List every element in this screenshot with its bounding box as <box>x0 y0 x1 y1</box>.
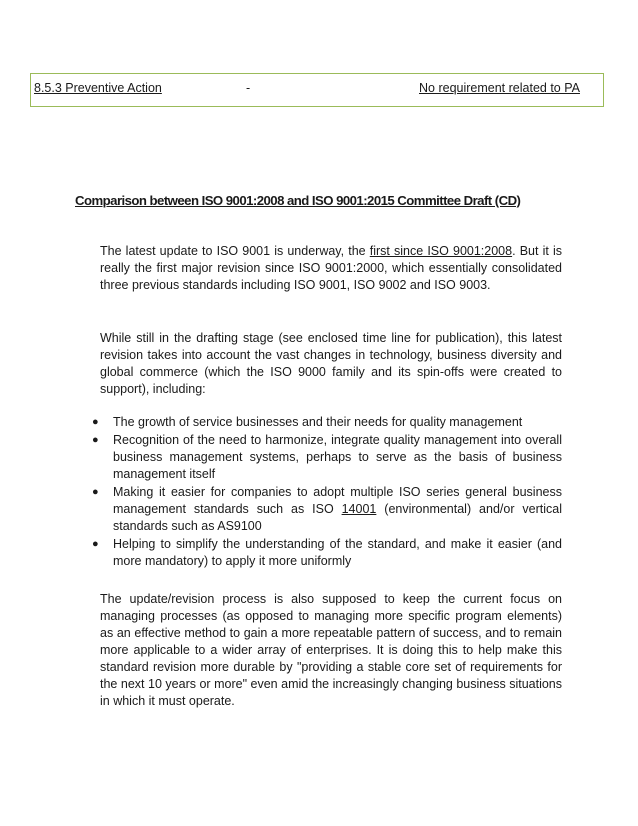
list-item <box>92 432 562 483</box>
bullet-text: The growth of service businesses and their needs for quality management <box>113 415 523 429</box>
first-since-link[interactable]: first since ISO 9001:2008 <box>369 244 513 258</box>
paragraph-intro <box>100 243 562 294</box>
changes-list <box>92 414 562 571</box>
bullet-icon: ● <box>92 416 99 428</box>
list-item <box>92 536 562 570</box>
clause-table-row <box>30 73 604 107</box>
bullet-text: Helping to simplify the understanding of the standard, and make it easier (and more mandatory) to apply it more uniformly <box>113 537 562 568</box>
paragraph-drafting <box>100 330 562 398</box>
bullet-icon: ● <box>92 434 99 446</box>
list-item <box>92 484 562 535</box>
dash-cell: - <box>246 81 251 95</box>
intro-text-end: . But it is really the first major revision since ISO 9001:2000, which essentially consolidated three previous standards including ISO 9001, ISO 9002 and ISO 9003. <box>100 244 562 292</box>
iso-14001-link[interactable]: 14001 <box>341 502 377 516</box>
bullet-text-end: (environmental) and/or vertical standards such as AS9100 <box>113 502 562 533</box>
bullet-icon: ● <box>92 538 99 550</box>
note-cell: No requirement related to PA <box>419 81 580 95</box>
paragraph-update-process <box>100 591 562 710</box>
clause-cell: 8.5.3 Preventive Action <box>34 81 162 95</box>
section-heading: Comparison between ISO 9001:2008 and ISO 9001:2015 Committee Draft (CD) <box>75 193 521 208</box>
bullet-text: Recognition of the need to harmonize, integrate quality management into overall business management systems, perhaps to serve as the basis of business management itself <box>113 433 562 481</box>
bullet-text-start: Making it easier for companies to adopt multiple ISO series general business management standards such as ISO <box>113 485 562 516</box>
intro-text-start: The latest update to ISO 9001 is underway, the <box>100 244 370 258</box>
bullet-icon: ● <box>92 486 99 498</box>
update-process-text: The update/revision process is also supposed to keep the current focus on managing processes (as opposed to managing more specific program elements) as an effective method to gain a more repeatable pattern of success, and to remain more applicable to a wider array of enterprises. It is doing this to help make this standard revision more durable by "providing a stable core set of requirements for the next 10 years or more" even amid the increasingly changing business situations in which it must operate. <box>100 592 562 708</box>
list-item <box>92 414 562 431</box>
drafting-text: While still in the drafting stage (see enclosed time line for publication), this latest revision takes into account the vast changes in technology, business diversity and global commerce (which the ISO 9000 family and its spin-offs were created to support), including: <box>100 331 562 396</box>
